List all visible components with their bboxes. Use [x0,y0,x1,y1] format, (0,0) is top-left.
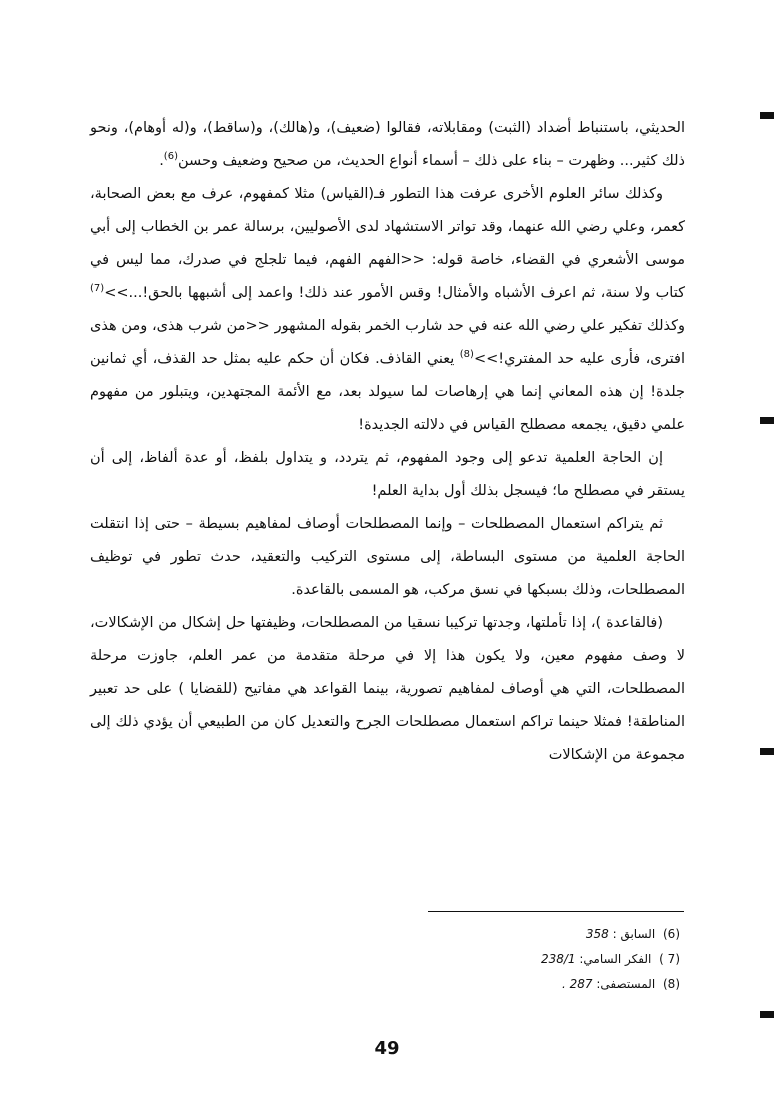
footnote-page: 238/1 [540,952,576,966]
footnote-source: الفكر السامي: [579,952,652,966]
paragraph-text: وكذلك سائر العلوم الأخرى عرفت هذا التطور فـ(القياس) مثلا كمفهوم، عرف مع بعض الصحابة، كعمر، وعلي رضي الله عنهما، وقد تواتر الاستشهاد لدى الأصوليين، برسالة عمر بن الخطاب إلى أبي موسى الأشعري في القضاء، خاصة قوله: <<الفهم الفهم، فيما تلجلج في صدرك، مما ليس في كتاب ولا سنة، ثم اعرف الأشباه والأمثال! وقس الأمور عند ذلك! واعمد إلى أشبهها بالحق!...>> [90,186,685,301]
footnote-separator [428,911,684,912]
margin-mark [760,1011,774,1018]
page-number: 49 [374,1038,400,1059]
paragraph-text: الحديثي، باستنباط أضداد (الثبت) ومقابلاته، فقالوا (ضعيف)، و(هالك)، و(ساقط)، و(له أوهام)، ونحو ذلك كثير... وظهرت – بناء على ذلك – أسماء أنواع الحديث، من صحيح وضعيف وحسن [90,120,685,169]
paragraph [90,178,685,442]
paragraph [90,112,685,178]
paragraph-text: وكذلك تفكير علي رضي الله عنه في حد شارب الخمر بقوله المشهور <<من شرب هذى، ومن هذى افترى، فأرى عليه حد المفتري!>> [90,318,685,367]
footnote-7 [430,947,680,972]
footnote-number: (8) [662,977,680,991]
footnote-number: (6) [662,927,680,941]
paragraph [90,508,685,607]
footnote-source: السابق : [612,927,656,941]
footnote-reference: (8) [459,349,474,361]
footnote-source: المستصفى: [596,977,656,991]
paragraph [90,442,685,508]
paragraph-text: (فالقاعدة )، إذا تأملتها، وجدتها تركيبا نسقيا من المصطلحات، وظيفتها حل إشكال من الإشكالات، لا وصف مفهوم معين، ولا يكون هذا إلا في مرحلة متقدمة من عمر العلم، جاوزت مرحلة المصطلحات، التي هي أوصاف لمفاهيم تصورية، بينما القواعد هي مفاتيح (للقضايا ) على حد تعبير المناطقة! فمثلا حينما تراكم استعمال مصطلحات الجرح والتعديل كان من الطبيعي أن يؤدي ذلك إلى مجموعة من الإشكالات [90,615,685,763]
paragraph [90,607,685,772]
footnote-reference: (7) [90,283,105,295]
margin-mark [760,112,774,119]
paragraph-text: . [159,153,164,169]
margin-mark [760,417,774,424]
footnote-8 [430,972,680,997]
footnote-number: (7 ) [659,952,680,966]
paragraph-text: يعني القاذف. فكان أن حكم عليه بمثل حد القذف، أي ثمانين جلدة! إن هذه المعاني إنما هي إرهاصات لما سيولد بعد، مع الأئمة المجتهدين، ويتبلور من مفهوم علمي دقيق، يجمعه مصطلح القياس في دلالته الجديدة! [90,351,685,433]
paragraph-text: إن الحاجة العلمية تدعو إلى وجود المفهوم، ثم يتردد، و يتداول بلفظ، أو عدة ألفاظ، إلى أن يستقر في مصطلح ما؛ فيسجل بذلك أول بداية العلم! [90,450,685,499]
main-text [90,112,685,772]
footnote-page: 287 . [562,977,593,991]
footnote-page: 358 [585,927,609,941]
footnote-reference: (6) [163,151,178,163]
footnote-6 [430,922,680,947]
footnotes [430,922,680,997]
margin-mark [760,748,774,755]
paragraph-text: ثم يتراكم استعمال المصطلحات – وإنما المصطلحات أوصاف لمفاهيم بسيطة – حتى إذا انتقلت الحاجة العلمية من مستوى البساطة، إلى مستوى التركيب والتعقيد، حدث تطور في توظيف المصطلحات، وذلك بسبكها في نسق مركب، هو المسمى بالقاعدة. [90,516,685,598]
